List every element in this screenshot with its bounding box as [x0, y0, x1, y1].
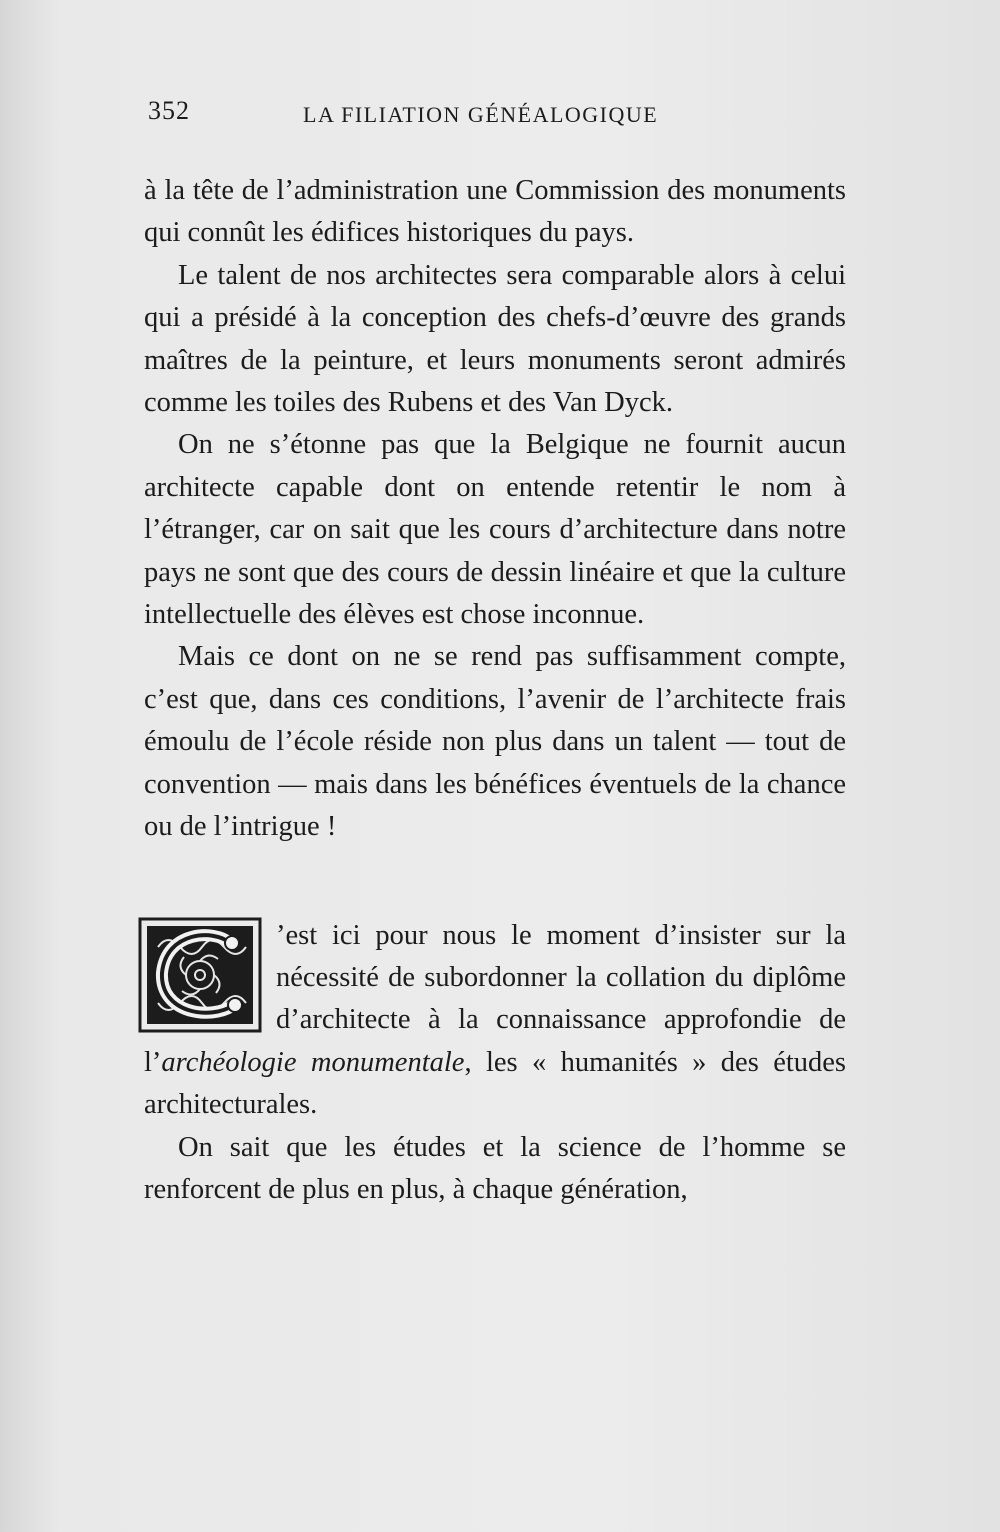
- ornamental-dropcap-c: [138, 917, 262, 1035]
- paragraph-4: Mais ce dont on ne se rend pas suffisamment compte, c’est que, dans ces conditions, l’avenir de l’architecte frais émoulu de l’école réside non plus dans un talent — tout de convention — mais dans les bénéfices éventuels de la chance ou de l’intrigue !: [144, 641, 846, 843]
- body-text: [144, 170, 846, 1211]
- paragraph-6: On sait que les études et la science de l’homme se renforcent de plus en plus, à chaque génération,: [144, 1131, 846, 1205]
- p5-italic-archeologie: archéologie monumentale: [161, 1046, 465, 1078]
- p5-mid: , les « humanités » des études architecturales.: [144, 1046, 846, 1121]
- ornamental-c-icon: [138, 917, 262, 1033]
- paragraph-3: On ne s’étonne pas que la Belgique ne fournit aucun architecte capable dont on entende retentir le nom à l’étranger, car on sait que les cours d’architecture dans notre pays ne sont que des cours de dessin linéaire et que la culture intellectuelle des élèves est chose inconnue.: [144, 429, 846, 631]
- page-number: 352: [148, 96, 190, 125]
- running-title: LA FILIATION GÉNÉALOGIQUE: [303, 102, 659, 127]
- paragraph-1: à la tête de l’administration une Commission des monuments qui connût les édifices historiques du pays.: [144, 175, 846, 249]
- p5-start: ’est ici pour nous le moment d’insister sur la nécessité de subordonner la collation du diplôme d’architecte à la connaissance approfondie de l’: [144, 919, 846, 1078]
- paragraph-2: Le talent de nos architectes sera comparable alors à celui qui a présidé à la conception des chefs-d’œuvre des grands maîtres de la peinture, et leurs monuments seront admirés comme les toiles des Rubens et des Van Dyck.: [144, 259, 846, 419]
- section-gap: [144, 849, 846, 915]
